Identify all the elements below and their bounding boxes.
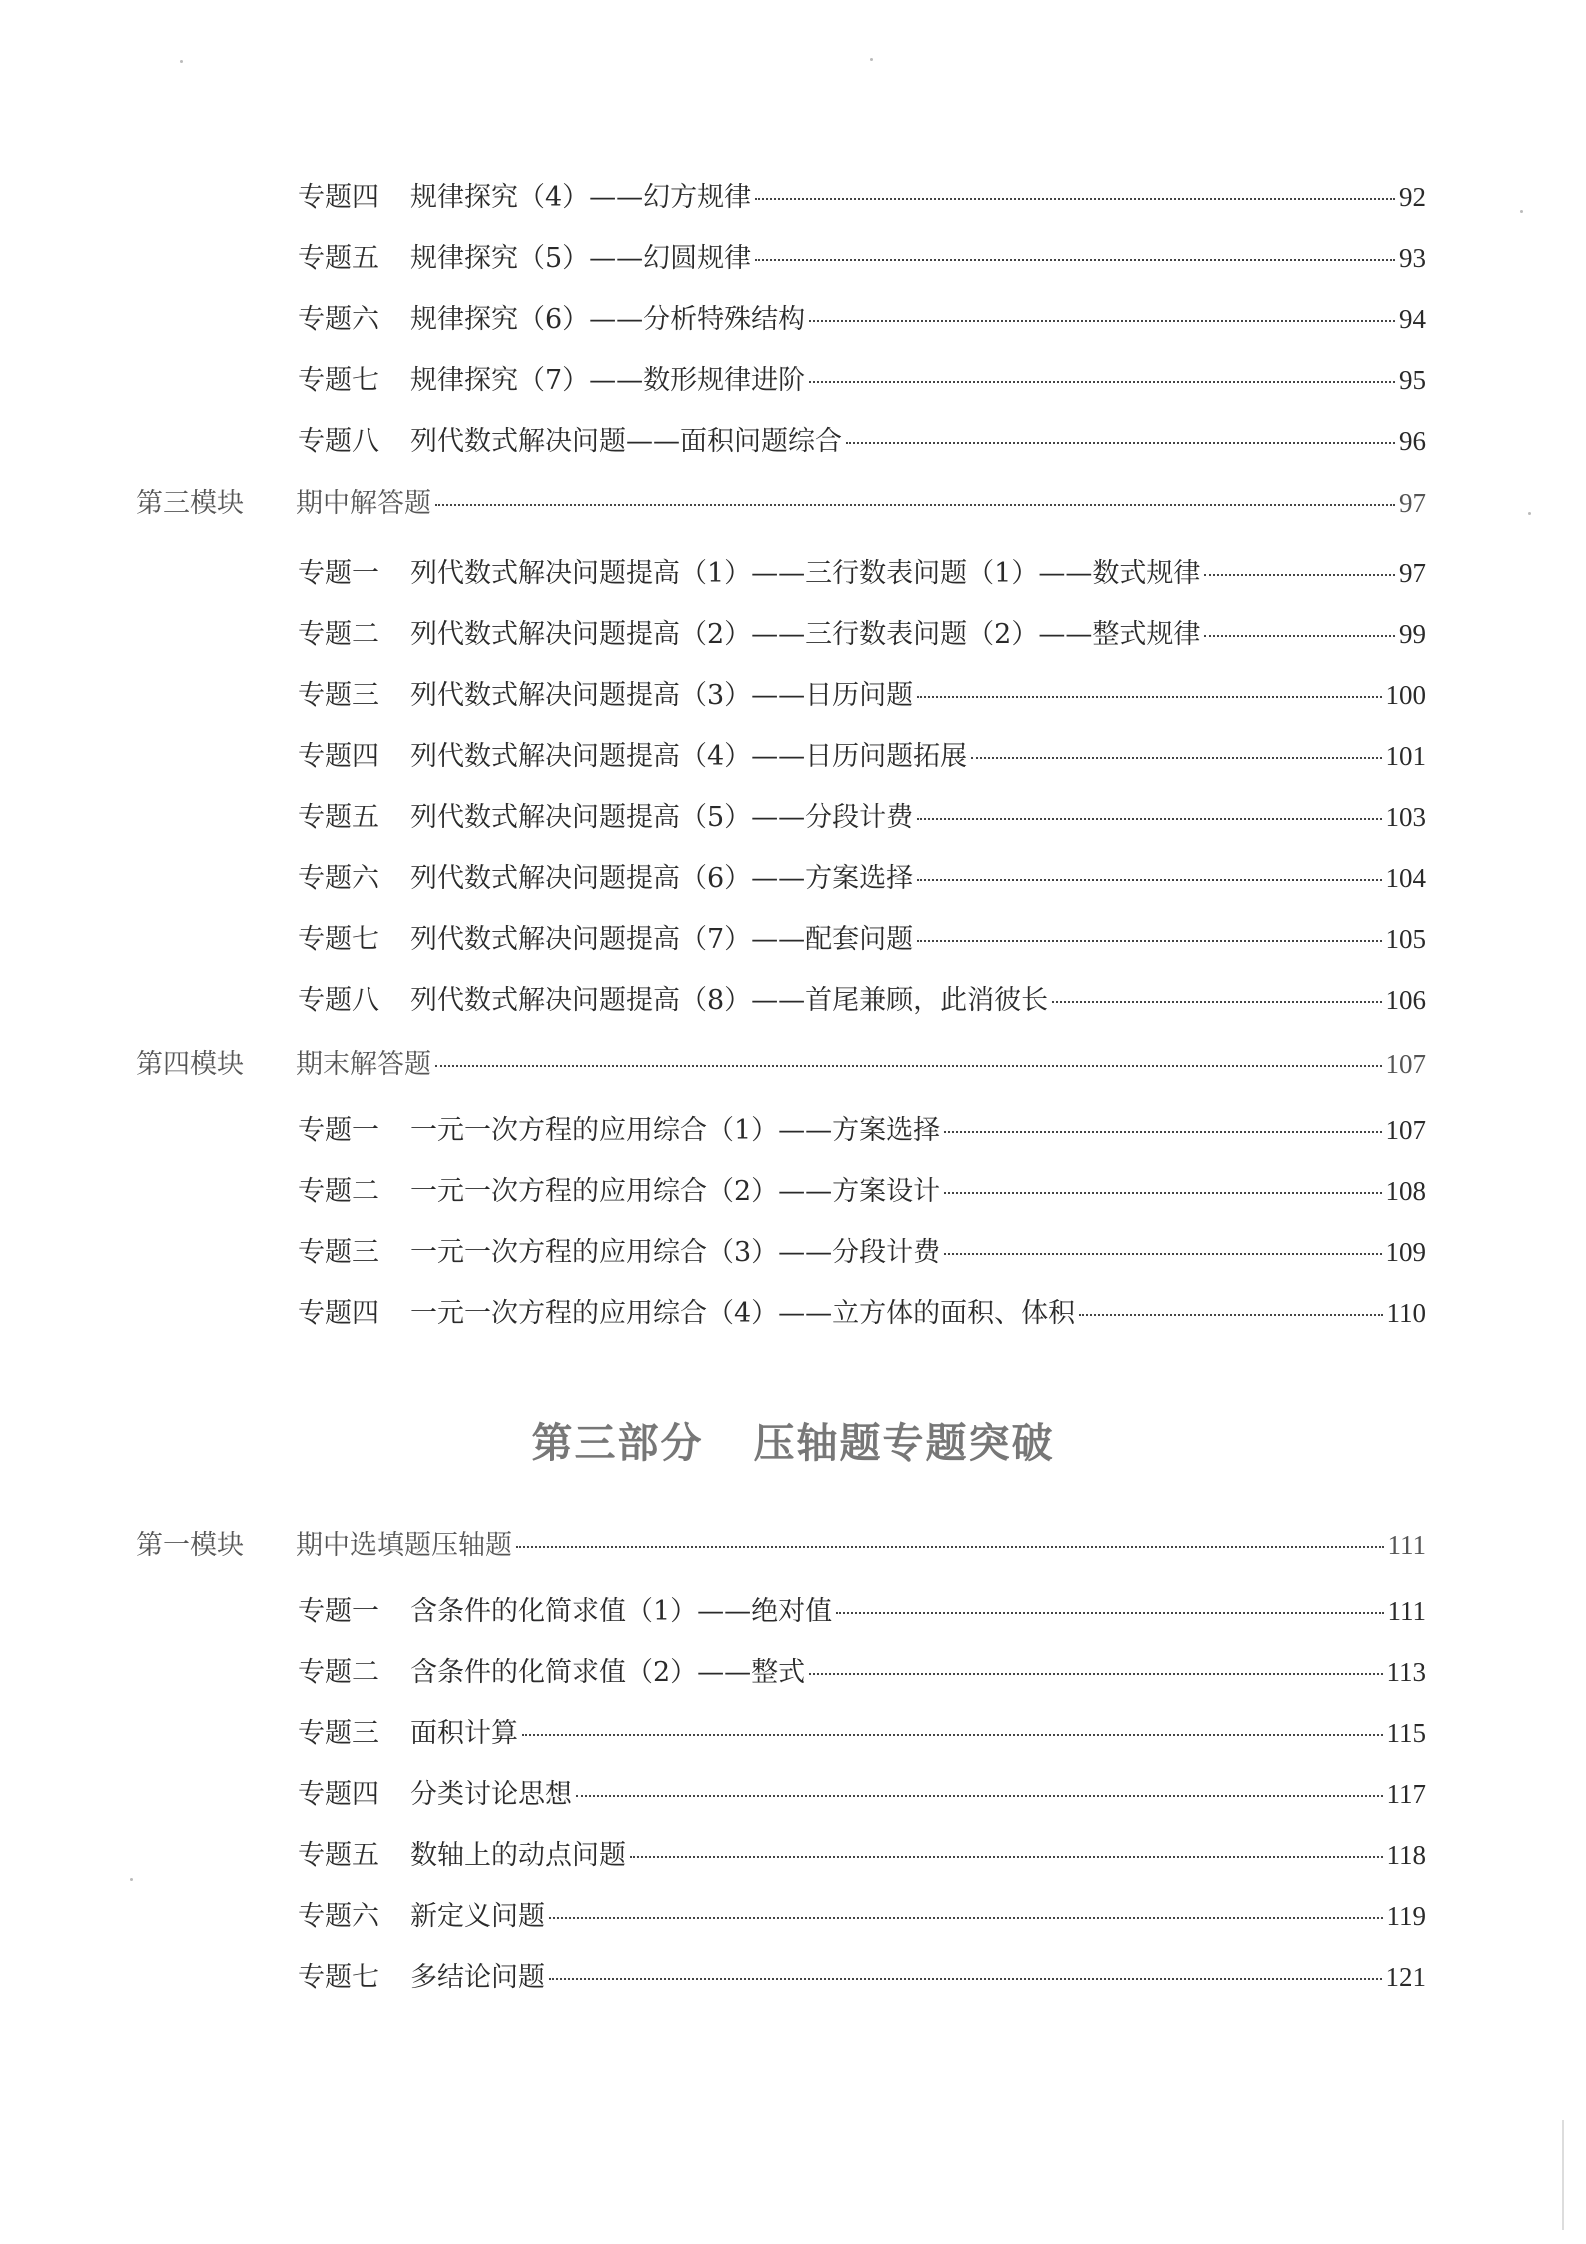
toc-topic-label: 专题三 <box>298 680 379 711</box>
toc-entry[interactable] <box>298 1655 1426 1690</box>
toc-page-number: 111 <box>1387 1530 1426 1560</box>
toc-topic-title: 列代数式解决问题提高（3）——日历问题 <box>410 680 914 711</box>
toc-entry[interactable] <box>298 556 1426 591</box>
dot-leader <box>809 320 1395 322</box>
toc-topic-label: 专题六 <box>298 1901 379 1932</box>
toc-entry[interactable] <box>298 363 1426 398</box>
dot-leader <box>917 818 1381 820</box>
toc-entry[interactable] <box>298 1899 1426 1934</box>
toc-page-number: 97 <box>1399 488 1426 518</box>
toc-entry[interactable] <box>298 739 1426 774</box>
toc-topic-label: 专题四 <box>298 182 379 213</box>
toc-topic-label: 专题四 <box>298 741 379 772</box>
dot-leader <box>549 1917 1383 1919</box>
toc-page-number: 101 <box>1385 741 1426 771</box>
toc-entry[interactable] <box>298 983 1426 1018</box>
toc-entry[interactable] <box>298 1777 1426 1812</box>
dot-leader <box>809 381 1395 383</box>
scan-speck <box>1520 210 1523 213</box>
toc-page-number: 107 <box>1385 1115 1426 1145</box>
dot-leader <box>435 504 1395 506</box>
toc-page-number: 108 <box>1385 1176 1426 1206</box>
toc-module-label: 第一模块 <box>136 1530 244 1561</box>
dot-leader <box>944 1253 1381 1255</box>
toc-page-number: 121 <box>1385 1962 1426 1992</box>
toc-page-number: 100 <box>1385 680 1426 710</box>
toc-topic-label: 专题六 <box>298 863 379 894</box>
toc-entry[interactable] <box>298 922 1426 957</box>
toc-entry[interactable] <box>298 302 1426 337</box>
toc-entry[interactable] <box>298 1174 1426 1209</box>
toc-topic-label: 专题五 <box>298 1840 379 1871</box>
toc-module-entry[interactable] <box>136 486 1426 521</box>
dot-leader <box>917 696 1381 698</box>
toc-topic-title: 规律探究（4）——幻方规律 <box>410 182 752 213</box>
toc-module-title: 期末解答题 <box>296 1049 431 1080</box>
scan-speck <box>870 58 873 61</box>
toc-page-number: 110 <box>1386 1298 1426 1328</box>
toc-page-number: 103 <box>1385 802 1426 832</box>
scan-edge-line <box>1562 2120 1564 2230</box>
toc-page-number: 92 <box>1399 182 1426 212</box>
scan-speck <box>180 60 183 63</box>
toc-entry[interactable] <box>298 1113 1426 1148</box>
toc-page-number: 107 <box>1385 1049 1426 1079</box>
toc-entry[interactable] <box>298 1960 1426 1995</box>
toc-topic-label: 专题三 <box>298 1718 379 1749</box>
toc-page-number: 118 <box>1386 1840 1426 1870</box>
toc-topic-title: 列代数式解决问题提高（5）——分段计费 <box>410 802 914 833</box>
dot-leader <box>809 1673 1382 1675</box>
dot-leader <box>755 198 1395 200</box>
dot-leader <box>944 1131 1381 1133</box>
toc-entry[interactable] <box>298 1716 1426 1751</box>
toc-topic-label: 专题四 <box>298 1298 379 1329</box>
part-number: 第三部分 <box>531 1419 704 1467</box>
toc-entry[interactable] <box>298 424 1426 459</box>
dot-leader <box>1204 574 1395 576</box>
toc-topic-title: 规律探究（7）——数形规律进阶 <box>410 365 806 396</box>
toc-topic-title: 数轴上的动点问题 <box>410 1840 626 1871</box>
dot-leader <box>1079 1314 1382 1316</box>
toc-topic-label: 专题六 <box>298 304 379 335</box>
toc-topic-title: 列代数式解决问题——面积问题综合 <box>410 426 842 457</box>
toc-page-number: 117 <box>1386 1779 1426 1809</box>
toc-page-number: 109 <box>1385 1237 1426 1267</box>
toc-topic-title: 列代数式解决问题提高（4）——日历问题拓展 <box>410 741 968 772</box>
toc-topic-title: 新定义问题 <box>410 1901 545 1932</box>
dot-leader <box>836 1612 1383 1614</box>
toc-topic-title: 多结论问题 <box>410 1962 545 1993</box>
toc-page-number: 93 <box>1399 243 1426 273</box>
toc-module-title: 期中选填题压轴题 <box>296 1530 512 1561</box>
toc-entry[interactable] <box>298 241 1426 276</box>
toc-topic-title: 面积计算 <box>410 1718 518 1749</box>
dot-leader <box>522 1734 1383 1736</box>
dot-leader <box>755 259 1395 261</box>
toc-page-number: 106 <box>1385 985 1426 1015</box>
toc-module-label: 第四模块 <box>136 1049 244 1080</box>
toc-topic-label: 专题二 <box>298 619 379 650</box>
toc-topic-title: 规律探究（6）——分析特殊结构 <box>410 304 806 335</box>
toc-topic-title: 列代数式解决问题提高（6）——方案选择 <box>410 863 914 894</box>
part-heading <box>0 1410 1586 1469</box>
toc-page-number: 105 <box>1385 924 1426 954</box>
dot-leader <box>917 879 1381 881</box>
toc-topic-title: 含条件的化简求值（2）——整式 <box>410 1657 806 1688</box>
toc-topic-label: 专题一 <box>298 1596 379 1627</box>
toc-entry[interactable] <box>298 180 1426 215</box>
toc-topic-label: 专题二 <box>298 1176 379 1207</box>
toc-topic-title: 一元一次方程的应用综合（3）——分段计费 <box>410 1237 941 1268</box>
scan-speck <box>1528 512 1531 515</box>
dot-leader <box>1052 1001 1381 1003</box>
toc-module-label: 第三模块 <box>136 488 244 519</box>
dot-leader <box>630 1856 1383 1858</box>
toc-entry[interactable] <box>298 1296 1426 1331</box>
dot-leader <box>435 1065 1382 1067</box>
dot-leader <box>1204 635 1395 637</box>
toc-topic-title: 分类讨论思想 <box>410 1779 572 1810</box>
toc-topic-label: 专题七 <box>298 1962 379 1993</box>
toc-module-entry[interactable] <box>136 1047 1426 1082</box>
dot-leader <box>917 940 1381 942</box>
toc-page-number: 94 <box>1399 304 1426 334</box>
toc-entry[interactable] <box>298 1838 1426 1873</box>
toc-topic-label: 专题五 <box>298 243 379 274</box>
toc-page-number: 111 <box>1387 1596 1426 1626</box>
dot-leader <box>971 757 1381 759</box>
dot-leader <box>944 1192 1381 1194</box>
toc-page-number: 115 <box>1386 1718 1426 1748</box>
toc-topic-title: 列代数式解决问题提高（1）——三行数表问题（1）——数式规律 <box>410 558 1201 589</box>
toc-entry[interactable] <box>298 800 1426 835</box>
toc-topic-label: 专题四 <box>298 1779 379 1810</box>
toc-page-number: 99 <box>1399 619 1426 649</box>
toc-page-number: 96 <box>1399 426 1426 456</box>
part-title: 压轴题专题突破 <box>753 1419 1055 1467</box>
toc-entry[interactable] <box>298 1235 1426 1270</box>
toc-module-title: 期中解答题 <box>296 488 431 519</box>
toc-page-number: 113 <box>1386 1657 1426 1687</box>
toc-topic-label: 专题八 <box>298 426 379 457</box>
toc-page-number: 104 <box>1385 863 1426 893</box>
toc-topic-label: 专题三 <box>298 1237 379 1268</box>
toc-topic-title: 一元一次方程的应用综合（2）——方案设计 <box>410 1176 941 1207</box>
toc-topic-title: 含条件的化简求值（1）——绝对值 <box>410 1596 833 1627</box>
toc-topic-label: 专题一 <box>298 1115 379 1146</box>
dot-leader <box>549 1978 1382 1980</box>
toc-topic-label: 专题一 <box>298 558 379 589</box>
dot-leader <box>846 442 1395 444</box>
toc-entry[interactable] <box>298 861 1426 896</box>
toc-topic-label: 专题二 <box>298 1657 379 1688</box>
toc-entry[interactable] <box>298 678 1426 713</box>
toc-page-number: 97 <box>1399 558 1426 588</box>
toc-topic-title: 列代数式解决问题提高（2）——三行数表问题（2）——整式规律 <box>410 619 1201 650</box>
toc-entry[interactable] <box>298 1594 1426 1629</box>
toc-topic-label: 专题五 <box>298 802 379 833</box>
dot-leader <box>516 1546 1384 1548</box>
toc-topic-title: 一元一次方程的应用综合（4）——立方体的面积、体积 <box>410 1298 1076 1329</box>
dot-leader <box>576 1795 1383 1797</box>
toc-topic-title: 一元一次方程的应用综合（1）——方案选择 <box>410 1115 941 1146</box>
scan-speck <box>130 1878 133 1881</box>
toc-entry[interactable] <box>298 617 1426 652</box>
toc-topic-label: 专题七 <box>298 365 379 396</box>
toc-module-entry[interactable] <box>136 1528 1426 1563</box>
toc-topic-label: 专题七 <box>298 924 379 955</box>
toc-topic-label: 专题八 <box>298 985 379 1016</box>
toc-topic-title: 列代数式解决问题提高（7）——配套问题 <box>410 924 914 955</box>
toc-topic-title: 列代数式解决问题提高（8）——首尾兼顾，此消彼长 <box>410 985 1049 1016</box>
toc-topic-title: 规律探究（5）——幻圆规律 <box>410 243 752 274</box>
toc-page-number: 119 <box>1386 1901 1426 1931</box>
toc-page-number: 95 <box>1399 365 1426 395</box>
